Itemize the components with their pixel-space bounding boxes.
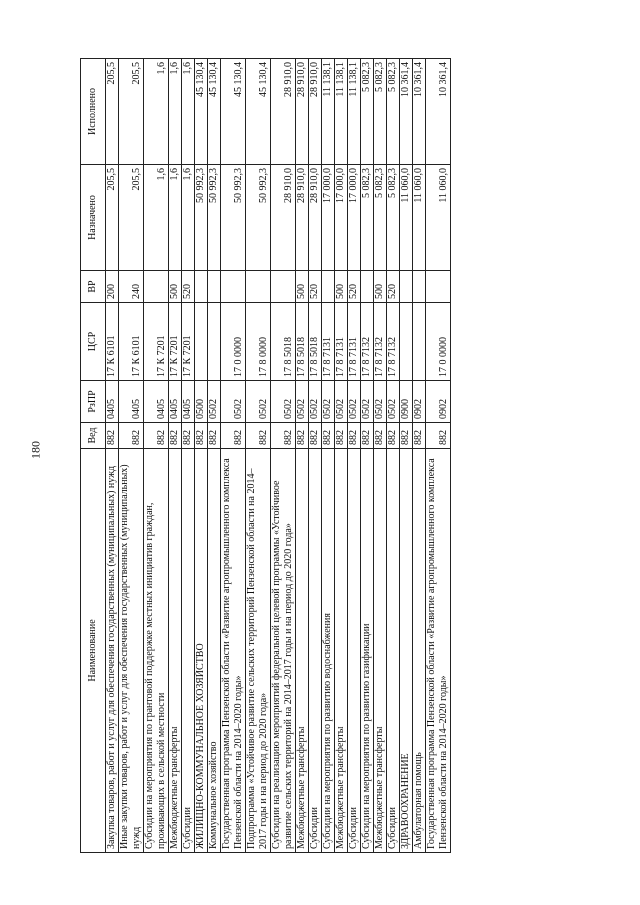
cell-ved: 882 xyxy=(335,423,348,449)
cell-vr: 520 xyxy=(348,271,361,303)
cell-vr: 520 xyxy=(182,271,195,303)
table-row xyxy=(144,59,169,853)
cell-vr xyxy=(221,271,246,303)
cell-naznacheno: 5 082,3 xyxy=(361,165,374,271)
cell-ispolneno: 45 130,4 xyxy=(195,59,208,165)
header-ved: Вед xyxy=(81,423,106,449)
cell-vr xyxy=(400,271,413,303)
cell-csr: 17 0 0000 xyxy=(426,303,451,381)
cell-ved: 882 xyxy=(361,423,374,449)
table-row xyxy=(348,59,361,853)
cell-csr: 17 К 7201 xyxy=(144,303,169,381)
cell-ved: 882 xyxy=(182,423,195,449)
cell-name: Межбюджетные трансферты xyxy=(169,449,182,853)
cell-rzpr: 0902 xyxy=(413,381,426,423)
cell-ispolneno: 11 138,1 xyxy=(348,59,361,165)
cell-ispolneno: 11 138,1 xyxy=(335,59,348,165)
cell-vr: 520 xyxy=(387,271,400,303)
cell-csr: 17 8 7132 xyxy=(374,303,387,381)
cell-rzpr: 0900 xyxy=(400,381,413,423)
cell-naznacheno: 1,6 xyxy=(169,165,182,271)
cell-naznacheno: 11 060,0 xyxy=(400,165,413,271)
table-row xyxy=(426,59,451,853)
cell-ispolneno: 11 138,1 xyxy=(322,59,335,165)
cell-vr xyxy=(413,271,426,303)
cell-name: Межбюджетные трансферты xyxy=(335,449,348,853)
cell-rzpr: 0500 xyxy=(195,381,208,423)
cell-naznacheno: 5 082,3 xyxy=(374,165,387,271)
cell-vr: 500 xyxy=(374,271,387,303)
cell-name: Амбулаторная помощь xyxy=(413,449,426,853)
cell-rzpr: 0405 xyxy=(182,381,195,423)
cell-rzpr: 0902 xyxy=(426,381,451,423)
cell-naznacheno: 28 910,0 xyxy=(309,165,322,271)
cell-ved: 882 xyxy=(400,423,413,449)
cell-vr: 500 xyxy=(335,271,348,303)
cell-ved: 882 xyxy=(413,423,426,449)
table-row xyxy=(361,59,374,853)
header-csr: ЦСР xyxy=(81,303,106,381)
cell-naznacheno: 28 910,0 xyxy=(296,165,309,271)
table-row xyxy=(335,59,348,853)
cell-ispolneno: 28 910,0 xyxy=(296,59,309,165)
cell-rzpr: 0502 xyxy=(348,381,361,423)
table-row xyxy=(182,59,195,853)
table-row xyxy=(400,59,413,853)
table-row xyxy=(309,59,322,853)
table-row xyxy=(119,59,144,853)
cell-ispolneno: 28 910,0 xyxy=(309,59,322,165)
cell-name: Субсидии на мероприятия по грантовой поддержке местных инициатив граждан, проживающих в сельской местности xyxy=(144,449,169,853)
cell-ispolneno: 10 361,4 xyxy=(413,59,426,165)
cell-csr: 17 8 5018 xyxy=(271,303,296,381)
cell-naznacheno: 50 992,3 xyxy=(221,165,246,271)
cell-rzpr: 0502 xyxy=(322,381,335,423)
cell-rzpr: 0502 xyxy=(246,381,271,423)
cell-naznacheno: 17 000,0 xyxy=(335,165,348,271)
cell-name: Государственная программа Пензенской области «Развитие агропромышленного комплекса Пензенской области на 2014–2020 годы» xyxy=(221,449,246,853)
table-row xyxy=(374,59,387,853)
cell-csr: 17 8 7132 xyxy=(387,303,400,381)
cell-csr xyxy=(195,303,208,381)
cell-rzpr: 0405 xyxy=(169,381,182,423)
cell-naznacheno: 17 000,0 xyxy=(322,165,335,271)
cell-ved: 882 xyxy=(296,423,309,449)
cell-name: Субсидии xyxy=(182,449,195,853)
cell-rzpr: 0502 xyxy=(309,381,322,423)
header-name: Наименование xyxy=(81,449,106,853)
header-naznacheno: Назначено xyxy=(81,165,106,271)
cell-vr: 240 xyxy=(119,271,144,303)
cell-naznacheno: 28 910,0 xyxy=(271,165,296,271)
cell-vr xyxy=(208,271,221,303)
cell-csr: 17 8 7132 xyxy=(361,303,374,381)
cell-name: Подпрограмма «Устойчивое развитие сельских территорий Пензенской области на 2014–2017 годы и на период до 2020 года» xyxy=(246,449,271,853)
cell-ved: 882 xyxy=(195,423,208,449)
cell-ved: 882 xyxy=(374,423,387,449)
cell-rzpr: 0502 xyxy=(271,381,296,423)
table-row xyxy=(106,59,119,853)
cell-naznacheno: 17 000,0 xyxy=(348,165,361,271)
cell-csr: 17 8 7131 xyxy=(322,303,335,381)
cell-name: Субсидии на мероприятия по развитию водоснабжения xyxy=(322,449,335,853)
cell-name: Государственная программа Пензенской области «Развитие агропромышленного комплекса Пензенской области на 2014–2020 годы» xyxy=(426,449,451,853)
cell-ved: 882 xyxy=(322,423,335,449)
header-ispolneno: Исполнено xyxy=(81,59,106,165)
cell-ved: 882 xyxy=(208,423,221,449)
cell-ispolneno: 5 082,3 xyxy=(361,59,374,165)
cell-vr: 500 xyxy=(296,271,309,303)
table-row xyxy=(322,59,335,853)
cell-vr xyxy=(195,271,208,303)
cell-name: Субсидии xyxy=(348,449,361,853)
cell-rzpr: 0405 xyxy=(144,381,169,423)
cell-name: Иные закупки товаров, работ и услуг для обеспечения государственных (муниципальных) нужд xyxy=(119,449,144,853)
cell-vr xyxy=(322,271,335,303)
cell-ispolneno: 205,5 xyxy=(106,59,119,165)
cell-csr: 17 8 7131 xyxy=(348,303,361,381)
cell-ved: 882 xyxy=(144,423,169,449)
cell-naznacheno: 1,6 xyxy=(144,165,169,271)
header-rzpr: РзПР xyxy=(81,381,106,423)
cell-ispolneno: 1,6 xyxy=(169,59,182,165)
budget-table xyxy=(80,58,451,853)
page-number: 180 xyxy=(28,441,43,459)
cell-csr: 17 0 0000 xyxy=(221,303,246,381)
cell-rzpr: 0502 xyxy=(296,381,309,423)
cell-csr: 17 8 7131 xyxy=(335,303,348,381)
cell-naznacheno: 50 992,3 xyxy=(246,165,271,271)
cell-vr: 520 xyxy=(309,271,322,303)
cell-name: Субсидии на мероприятия по развитию газификации xyxy=(361,449,374,853)
cell-csr: 17 К 7201 xyxy=(169,303,182,381)
cell-name: ЖИЛИЩНО-КОММУНАЛЬНОЕ ХОЗЯЙСТВО xyxy=(195,449,208,853)
table-row xyxy=(208,59,221,853)
cell-ispolneno: 1,6 xyxy=(144,59,169,165)
cell-csr xyxy=(400,303,413,381)
cell-ispolneno: 5 082,3 xyxy=(387,59,400,165)
cell-csr xyxy=(413,303,426,381)
cell-naznacheno: 50 992,3 xyxy=(195,165,208,271)
cell-rzpr: 0502 xyxy=(221,381,246,423)
cell-name: Межбюджетные трансферты xyxy=(296,449,309,853)
cell-ved: 882 xyxy=(426,423,451,449)
cell-ispolneno: 45 130,4 xyxy=(246,59,271,165)
cell-name: ЗДРАВООХРАНЕНИЕ xyxy=(400,449,413,853)
table-header-row xyxy=(81,59,106,853)
cell-csr: 17 К 6101 xyxy=(106,303,119,381)
cell-ved: 882 xyxy=(169,423,182,449)
cell-rzpr: 0502 xyxy=(387,381,400,423)
table-row xyxy=(195,59,208,853)
table-row xyxy=(221,59,246,853)
cell-name: Закупка товаров, работ и услуг для обеспечения государственных (муниципальных) нужд xyxy=(106,449,119,853)
cell-csr: 17 8 5018 xyxy=(309,303,322,381)
table-row xyxy=(246,59,271,853)
cell-vr: 200 xyxy=(106,271,119,303)
cell-rzpr: 0502 xyxy=(335,381,348,423)
cell-naznacheno: 205,5 xyxy=(106,165,119,271)
cell-csr: 17 8 0000 xyxy=(246,303,271,381)
table-row xyxy=(387,59,400,853)
cell-rzpr: 0502 xyxy=(374,381,387,423)
cell-ispolneno: 45 130,4 xyxy=(208,59,221,165)
cell-name: Субсидии xyxy=(309,449,322,853)
cell-naznacheno: 50 992,3 xyxy=(208,165,221,271)
table-row xyxy=(169,59,182,853)
cell-name: Субсидии xyxy=(387,449,400,853)
cell-vr: 500 xyxy=(169,271,182,303)
rotated-page xyxy=(80,59,550,853)
cell-ved: 882 xyxy=(271,423,296,449)
cell-ved: 882 xyxy=(106,423,119,449)
cell-csr xyxy=(208,303,221,381)
cell-ved: 882 xyxy=(348,423,361,449)
cell-ispolneno: 205,5 xyxy=(119,59,144,165)
cell-csr: 17 К 6101 xyxy=(119,303,144,381)
cell-ved: 882 xyxy=(309,423,322,449)
cell-csr: 17 8 5018 xyxy=(296,303,309,381)
cell-naznacheno: 11 060,0 xyxy=(426,165,451,271)
cell-rzpr: 0502 xyxy=(361,381,374,423)
cell-ved: 882 xyxy=(221,423,246,449)
cell-name: Субсидии на реализацию мероприятий федеральной целевой программы «Устойчивое развитие сельских территорий на 2014–2017 годы и на период до 2020 года» xyxy=(271,449,296,853)
table-body xyxy=(106,59,451,853)
cell-naznacheno: 205,5 xyxy=(119,165,144,271)
cell-ispolneno: 10 361,4 xyxy=(426,59,451,165)
cell-vr xyxy=(271,271,296,303)
cell-ved: 882 xyxy=(387,423,400,449)
cell-vr xyxy=(361,271,374,303)
cell-ved: 882 xyxy=(246,423,271,449)
cell-ispolneno: 1,6 xyxy=(182,59,195,165)
header-vr: ВР xyxy=(81,271,106,303)
cell-naznacheno: 11 060,0 xyxy=(413,165,426,271)
cell-rzpr: 0405 xyxy=(106,381,119,423)
cell-csr: 17 К 7201 xyxy=(182,303,195,381)
cell-ispolneno: 10 361,4 xyxy=(400,59,413,165)
cell-ispolneno: 28 910,0 xyxy=(271,59,296,165)
cell-rzpr: 0502 xyxy=(208,381,221,423)
cell-ved: 882 xyxy=(119,423,144,449)
table-row xyxy=(271,59,296,853)
cell-rzpr: 0405 xyxy=(119,381,144,423)
cell-naznacheno: 1,6 xyxy=(182,165,195,271)
cell-name: Коммунальное хозяйство xyxy=(208,449,221,853)
cell-naznacheno: 5 082,3 xyxy=(387,165,400,271)
cell-name: Межбюджетные трансферты xyxy=(374,449,387,853)
table-row xyxy=(296,59,309,853)
cell-vr xyxy=(144,271,169,303)
cell-vr xyxy=(246,271,271,303)
cell-ispolneno: 5 082,3 xyxy=(374,59,387,165)
cell-ispolneno: 45 130,4 xyxy=(221,59,246,165)
table-row xyxy=(413,59,426,853)
cell-vr xyxy=(426,271,451,303)
